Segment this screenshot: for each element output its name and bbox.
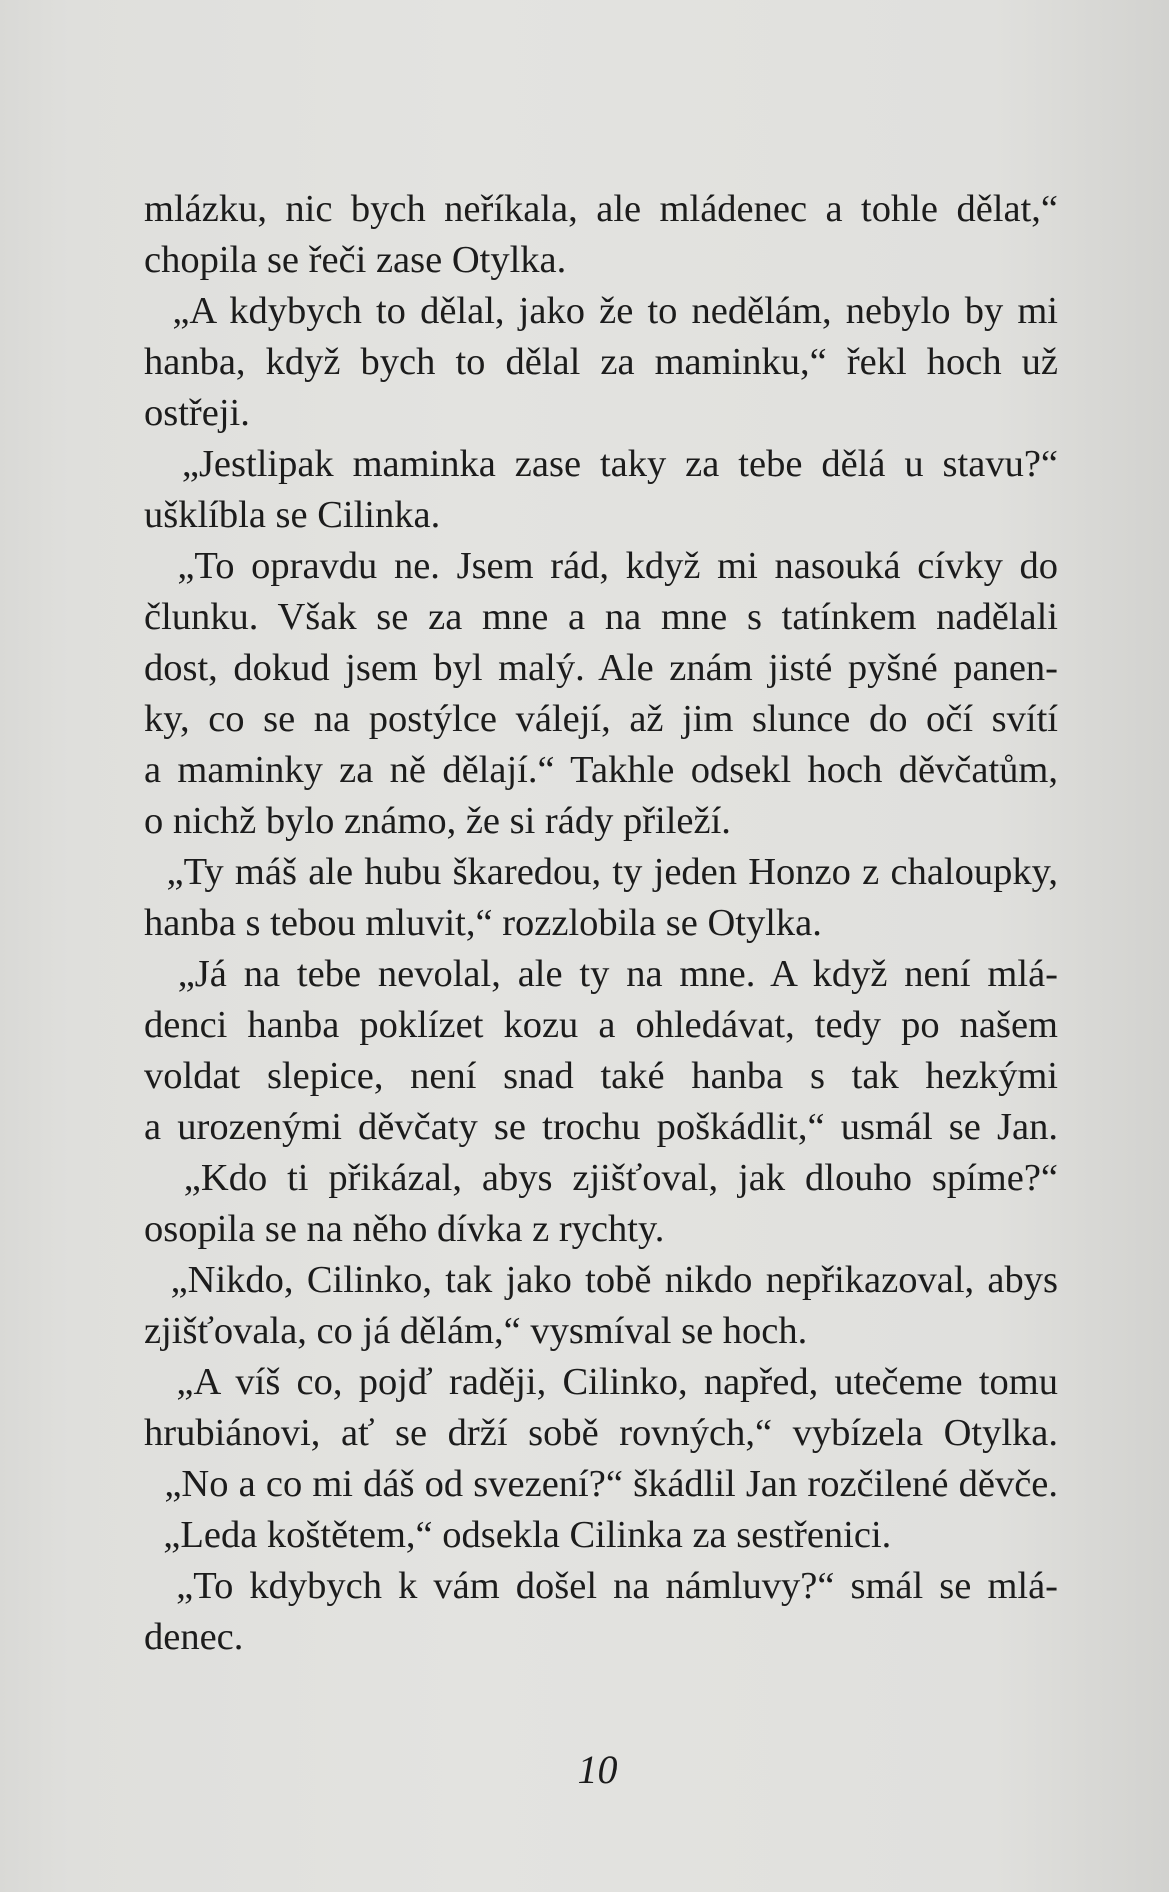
text-line: ky, co se na postýlce válejí, až jim slunce do očí svítí [144, 698, 1058, 740]
text-line: mlázku, nic bych neříkala, ale mládenec a tohle dělat,“ [144, 188, 1058, 230]
text-line: „Ty máš ale hubu škaredou, ty jeden Honzo z chaloupky, [144, 851, 1058, 893]
text-line: „No a co mi dáš od svezení?“ škádlil Jan rozčilené děvče. [144, 1463, 1058, 1505]
text-line: „Leda koštětem,“ odsekla Cilinka za sestřenici. [144, 1514, 892, 1556]
text-line: hrubiánovi, ať se drží sobě rovných,“ vybízela Otylka. [144, 1412, 1058, 1454]
page-number: 10 [577, 1747, 618, 1792]
text-line: ušklíbla se Cilinka. [144, 494, 441, 536]
text-line: „A víš co, pojď raději, Cilinko, napřed, utečeme tomu [144, 1361, 1058, 1403]
text-line: voldat slepice, není snad také hanba s tak hezkými [144, 1055, 1058, 1097]
text-line: a urozenými děvčaty se trochu poškádlit,“ usmál se Jan. [144, 1106, 1058, 1148]
body-text [144, 184, 1058, 1663]
text-line: denci hanba poklízet kozu a ohledávat, tedy po našem [144, 1004, 1058, 1046]
text-line: „A kdybych to dělal, jako že to nedělám, nebylo by mi [144, 290, 1058, 332]
text-line: „Jestlipak maminka zase taky za tebe dělá u stavu?“ [144, 443, 1058, 485]
text-line: „Kdo ti přikázal, abys zjišťoval, jak dlouho spíme?“ [144, 1157, 1058, 1199]
text-line: člunku. Však se za mne a na mne s tatínkem nadělali [144, 596, 1058, 638]
text-line: denec. [144, 1616, 244, 1658]
text-line: hanba, když bych to dělal za maminku,“ řekl hoch už [144, 341, 1058, 383]
text-line: o nichž bylo známo, že si rády přileží. [144, 800, 731, 842]
text-line: hanba s tebou mluvit,“ rozzlobila se Otylka. [144, 902, 822, 944]
text-line: zjišťovala, co já dělám,“ vysmíval se hoch. [144, 1310, 808, 1352]
text-line: „To kdybych k vám došel na námluvy?“ smál se mlá- [144, 1565, 1058, 1607]
text-line: „Já na tebe nevolal, ale ty na mne. A když není mlá- [144, 953, 1058, 995]
text-line: ostřeji. [144, 392, 250, 434]
text-line: chopila se řeči zase Otylka. [144, 239, 567, 281]
text-line: osopila se na něho dívka z rychty. [144, 1208, 665, 1250]
text-line: dost, dokud jsem byl malý. Ale znám jisté pyšné panen- [144, 647, 1058, 689]
text-line: „To opravdu ne. Jsem rád, když mi nasouká cívky do [144, 545, 1058, 587]
text-line: „Nikdo, Cilinko, tak jako tobě nikdo nepřikazoval, abys [144, 1259, 1058, 1301]
text-line: a maminky za ně dělají.“ Takhle odsekl hoch děvčatům, [144, 749, 1058, 791]
